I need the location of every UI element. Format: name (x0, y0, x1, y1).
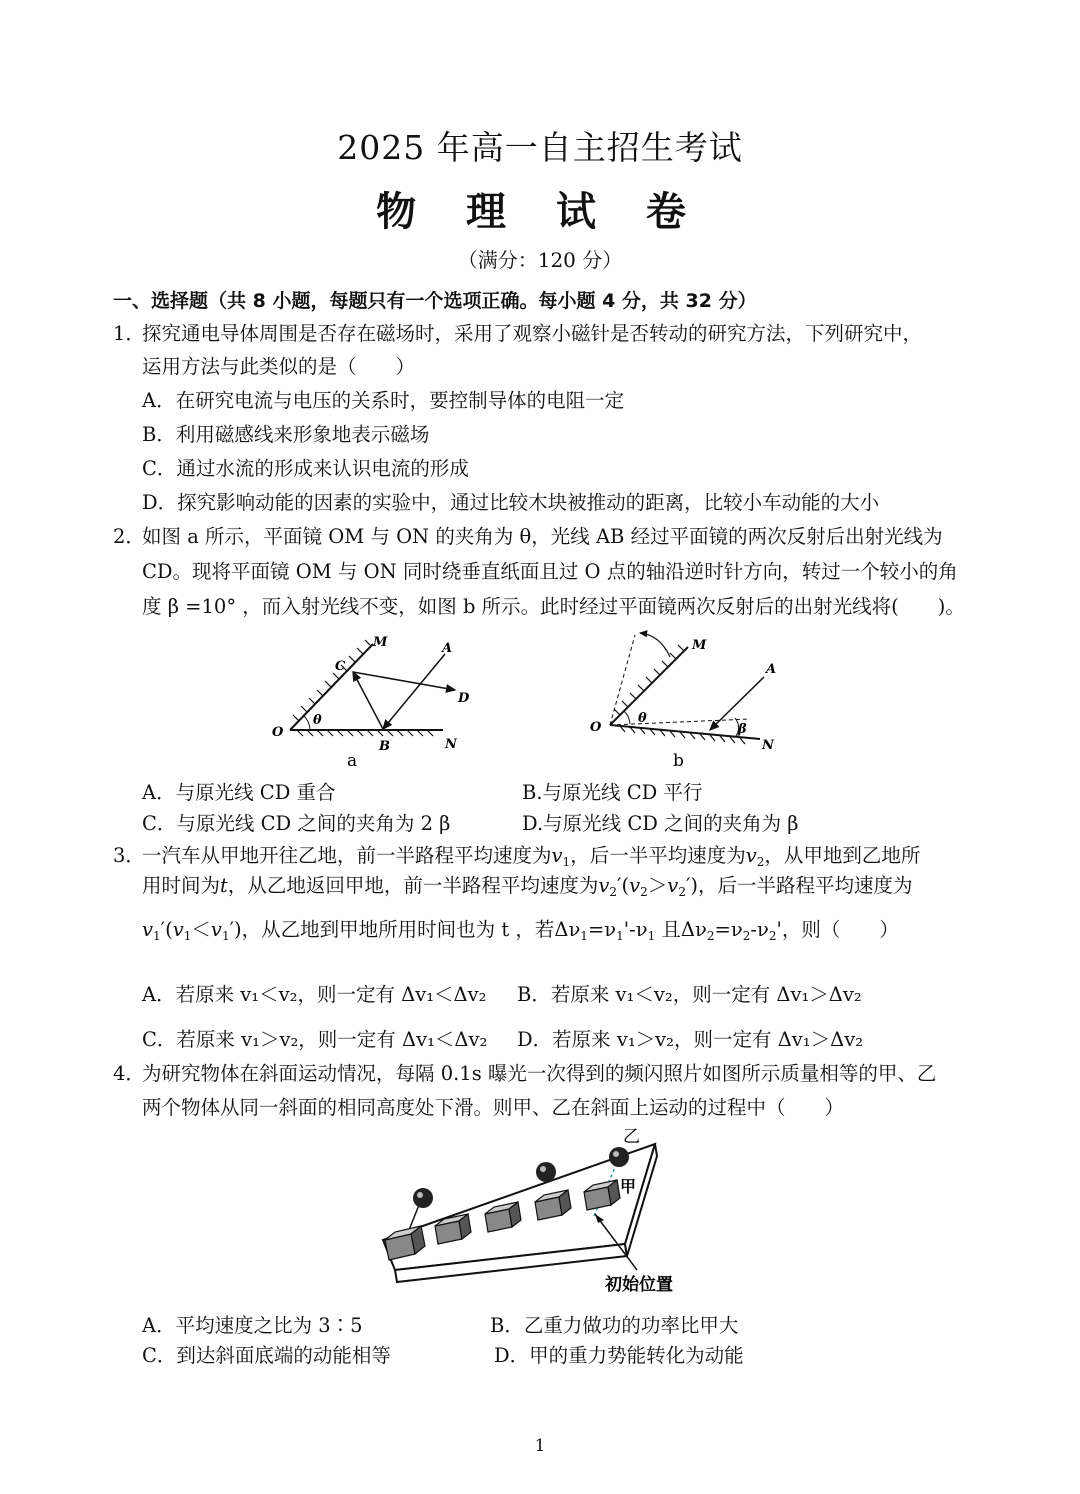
label-beta: β (738, 722, 747, 737)
q2-option-b: B.与原光线 CD 平行 (522, 781, 703, 804)
q2-option-c: C．与原光线 CD 之间的夹角为 2 β (142, 812, 451, 835)
q1-option-a: A．在研究电流与电压的关系时，要控制导体的电阻一定 (142, 389, 625, 412)
q4-stem-line1: 为研究物体在斜面运动情况，每隔 0.1s 曝光一次得到的频闪照片如图所示质量相等的甲、乙 (142, 1062, 937, 1085)
q3-option-c: C．若原来 v₁＞v₂，则一定有 Δv₁＜Δv₂ (142, 1028, 488, 1051)
incline-figure (375, 1122, 675, 1300)
mirror-figure-b (580, 627, 790, 770)
label-m: M (373, 635, 388, 650)
ball-icon (536, 1162, 556, 1182)
q2-option-d: D.与原光线 CD 之间的夹角为 β (522, 812, 799, 835)
figure-b-caption: b (673, 751, 684, 770)
q1-option-d: D．探究影响动能的因素的实验中，通过比较木块被推动的距离，比较小车动能的大小 (142, 491, 880, 514)
q4-stem-line2: 两个物体从同一斜面的相同高度处下滑。则甲、乙在斜面上运动的过程中（ ） (142, 1096, 845, 1119)
label-yi: 乙 (623, 1127, 640, 1147)
label-jia: 甲 (620, 1177, 637, 1196)
q1-stem-line1: 探究通电导体周围是否存在磁场时，采用了观察小磁针是否转动的研究方法，下列研究中， (142, 322, 923, 345)
q2-stem-line1: 如图 a 所示，平面镜 OM 与 ON 的夹角为 θ，光线 AB 经过平面镜的两次反射后出射光线为 (142, 525, 943, 548)
label-b: B (379, 739, 390, 754)
label-theta: θ (638, 711, 647, 726)
q4-option-c: C．到达斜面底端的动能相等 (142, 1344, 391, 1367)
full-score: （满分：120 分） (457, 248, 623, 272)
q1-option-b: B．利用磁感线来形象地表示磁场 (142, 423, 430, 446)
ball-icon (413, 1188, 433, 1208)
q3-stem-line1: 一汽车从甲地开往乙地，前一半路程平均速度为$v_1$，后一半平均速度为$v_2$，从甲地到乙地所 (142, 844, 921, 869)
label-start-position: 初始位置 (605, 1275, 673, 1295)
q2-stem-line3: 度 β =10° ，而入射光线不变，如图 b 所示。此时经过平面镜两次反射后的出射光线将( )。 (142, 595, 965, 618)
q2-stem-line2: CD。现将平面镜 OM 与 ON 同时绕垂直纸面且过 O 点的轴沿逆时针方向，转过一个较小的角 (142, 560, 958, 583)
mirror-figure-a (255, 632, 495, 770)
q1-option-c: C．通过水流的形成来认识电流的形成 (142, 457, 469, 480)
figure-a-caption: a (347, 751, 358, 770)
q4-option-d: D．甲的重力势能转化为动能 (494, 1344, 744, 1367)
q4-option-b: B．乙重力做功的功率比甲大 (490, 1314, 739, 1337)
label-theta: θ (313, 713, 322, 728)
page-number: 1 (534, 1436, 546, 1456)
label-n: N (445, 737, 457, 752)
q2-number: 2． (113, 525, 145, 548)
q3-stem-line2: 用时间为t，从乙地返回甲地，前一半路程平均速度为$v_2'(v_2>v_2')$，后一半路程平均速度为 (142, 874, 913, 899)
label-a: A (442, 641, 453, 656)
q3-option-d: D．若原来 v₁＞v₂，则一定有 Δv₁＞Δv₂ (517, 1028, 864, 1051)
q3-number: 3． (113, 844, 145, 867)
label-o: O (272, 725, 284, 740)
label-a: A (766, 662, 777, 677)
q3-option-b: B．若原来 v₁＜v₂，则一定有 Δv₁＞Δv₂ (517, 983, 862, 1006)
q4-option-a: A．平均速度之比为 3∶5 (142, 1314, 363, 1337)
q4-number: 4． (113, 1062, 145, 1085)
label-m: M (692, 638, 707, 653)
subject-title: 物 理 试 卷 (376, 189, 704, 235)
label-o: O (590, 720, 602, 735)
ball-icon (609, 1147, 629, 1167)
exam-title: 2025 年高一自主招生考试 (337, 128, 743, 167)
label-n: N (762, 738, 774, 753)
section-heading: 一、选择题（共 8 小题，每题只有一个选项正确。每小题 4 分，共 32 分） (113, 290, 757, 312)
q2-option-a: A．与原光线 CD 重合 (142, 781, 336, 804)
label-d: D (458, 691, 470, 706)
q1-stem-line2: 运用方法与此类似的是（ ） (142, 355, 416, 378)
q1-number: 1． (113, 322, 145, 345)
q3-option-a: A．若原来 v₁＜v₂，则一定有 Δv₁＜Δv₂ (142, 983, 487, 1006)
label-c: C (335, 659, 346, 674)
q3-stem-line3: $v_1'(v_1<v_1')$，从乙地到甲地所用时间也为 t ，若$\Delta\nu_1=\nu_1'-\nu_1$ 且$\Delta\nu_2=\nu_2-\nu_2'$，则（ ） (142, 918, 899, 943)
